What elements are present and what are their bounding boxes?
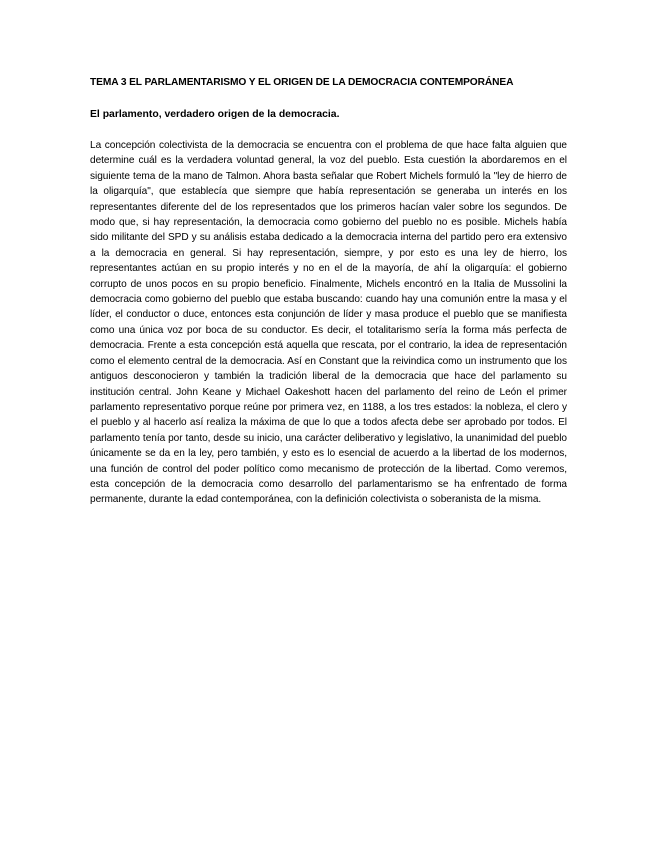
body-paragraph: La concepción colectivista de la democracia se encuentra con el problema de que hace falta alguien que determine cuál es la verdadera voluntad general, la voz del pueblo. Esta cuestión la abordaremos en el siguiente tema de la mano de Talmon. Ahora basta señalar que Robert Michels formuló la "ley de hierro de la oligarquía", que establecía que siempre que había representación se generaba un interés en los representantes diferente del de los representados que los primeros hacían valer sobre los segundos. De modo que, si hay representación, la democracia como gobierno del pueblo no es posible. Michels había sido militante del SPD y su análisis estaba dedicado a la democracia interna del partido pero era extensivo a la democracia en general. Si hay representación, siempre, y por esto es una ley de hierro, los representantes actúan en su propio interés y no en el de la mayoría, de ahí la oligarquía: el gobierno corrupto de unos pocos en su propio beneficio. Finalmente, Michels encontró en la Italia de Mussolini la democracia como gobierno del pueblo que estaba buscando: cuando hay una comunión entre la masa y el líder, el conductor o duce, entonces esta conjunción de líder y masa produce el pueblo que se manifiesta como una única voz por boca de su conductor. Es decir, el totalitarismo sería la forma más perfecta de democracia. Frente a esta concepción está aquella que rescata, por el contrario, la idea de representación como el elemento central de la democracia. Así en Constant que la reivindica como un instrumento que los antiguos desconocieron y también la tradición liberal de la democracia que hace del parlamento su institución central. John Keane y Michael Oakeshott hacen del parlamento del reino de León el primer parlamento representativo porque reúne por primera vez, en 1188, a los tres estados: la nobleza, el clero y el pueblo y al hacerlo así realiza la máxima de que lo que a todos afecta debe ser aprobado por todos. El parlamento tenía por tanto, desde su inicio, una carácter deliberativo y legislativo, la unanimidad del pueblo únicamente se da en la ley, pero también, y esto es lo esencial de acuerdo a la libertad de los modernos, una función de control del poder político como mecanismo de protección de la libertad. Como veremos, esta concepción de la democracia como desarrollo del parlamentarismo se ha enfrentado de forma permanente, durante la edad contemporánea, con la definición colectivista o soberanista de la misma. (90, 140, 567, 506)
document-title: TEMA 3 EL PARLAMENTARISMO Y EL ORIGEN DE LA DEMOCRACIA CONTEMPORÁNEA (90, 77, 514, 88)
document-page (90, 76, 567, 508)
section-heading: El parlamento, verdadero origen de la democracia. (90, 109, 340, 120)
